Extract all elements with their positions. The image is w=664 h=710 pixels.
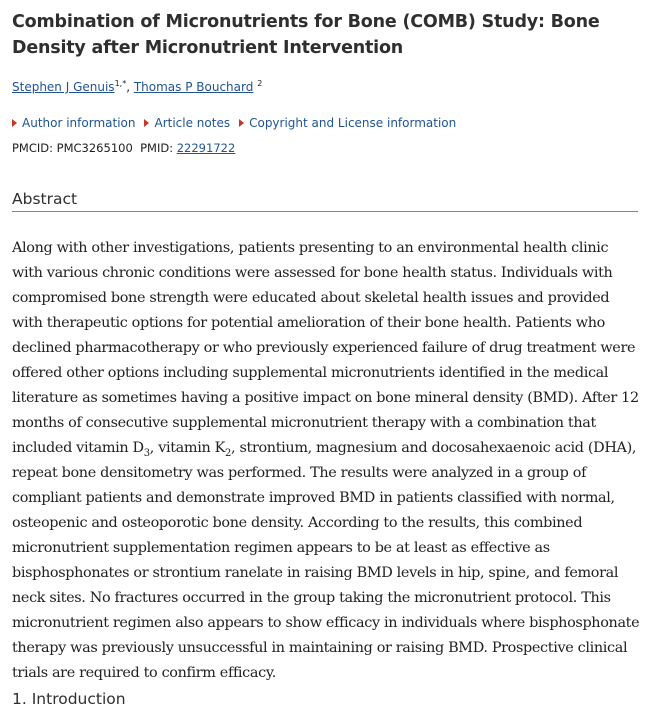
article-notes-label: Article notes xyxy=(154,116,231,130)
article-notes-toggle[interactable] xyxy=(144,114,230,132)
expand-triangle-icon xyxy=(239,119,244,127)
author-affiliation-marker: 1,* xyxy=(114,79,127,88)
author-separator: , xyxy=(126,80,134,94)
copyright-license-toggle[interactable] xyxy=(239,114,456,132)
author-information-toggle[interactable] xyxy=(12,114,135,132)
author-information-label: Author information xyxy=(22,116,136,130)
author-affiliation-marker: 2 xyxy=(257,79,263,88)
abstract-text-part3: , strontium, magnesium and docosahexaenoic acid (DHA), repeat bone densitometry was performed. The results were analyzed in a group of compliant patients and demonstrate improved BMD in patients classified with normal, osteopenic and osteoporotic bone density. According to the results, this combined micronutrient supplementation regimen appears to be at least as effective as bisphosphonates or strontium ranelate in raising BMD levels in hip, spine, and femoral neck sites. No fractures occurred in the group taking the micronutrient protocol. This micronutrient regimen also appears to show efficacy in individuals where bisphosphonate therapy was previously unsuccessful in maintaining or raising BMD. Prospective clinical trials are required to confirm efficacy. xyxy=(12,440,640,681)
author-list xyxy=(12,75,262,96)
pmid-label: PMID: xyxy=(140,141,174,155)
section-heading-introduction: 1. Introduction xyxy=(12,690,126,708)
abstract-text xyxy=(12,236,642,686)
pmid-link[interactable]: 22291722 xyxy=(176,141,236,155)
copyright-license-label: Copyright and License information xyxy=(249,116,457,130)
subscript-3: 3 xyxy=(143,447,150,459)
subscript-2: 2 xyxy=(225,447,232,459)
pmcid-text: PMCID: PMC3265100 xyxy=(12,141,133,155)
article-info-links xyxy=(12,114,456,132)
abstract-text-part2: , vitamin K xyxy=(149,440,226,456)
article-title: Combination of Micronutrients for Bone (COMB) Study: Bone Density after Micronutrient Intervention xyxy=(12,12,600,58)
author-link-genuis[interactable]: Stephen J Genuis xyxy=(12,80,115,94)
abstract-text-part1: Along with other investigations, patients presenting to an environmental health clinic with various chronic conditions were assessed for bone health status. Individuals with compromised bone strength were educated about skeletal health issues and provided with therapeutic options for potential amelioration of their bone health. Patients who declined pharmacotherapy or who previously experienced failure of drug treatment were offered other options including supplemental micronutrients identified in the medical literature as sometimes having a positive impact on bone mineral density (BMD). After 12 months of consecutive supplemental micronutrient therapy with a combination that included vitamin D xyxy=(12,240,639,456)
expand-triangle-icon xyxy=(144,119,149,127)
abstract-heading: Abstract xyxy=(12,188,638,212)
author-link-bouchard[interactable]: Thomas P Bouchard xyxy=(133,80,254,94)
article-identifiers xyxy=(12,139,235,157)
expand-triangle-icon xyxy=(12,119,17,127)
